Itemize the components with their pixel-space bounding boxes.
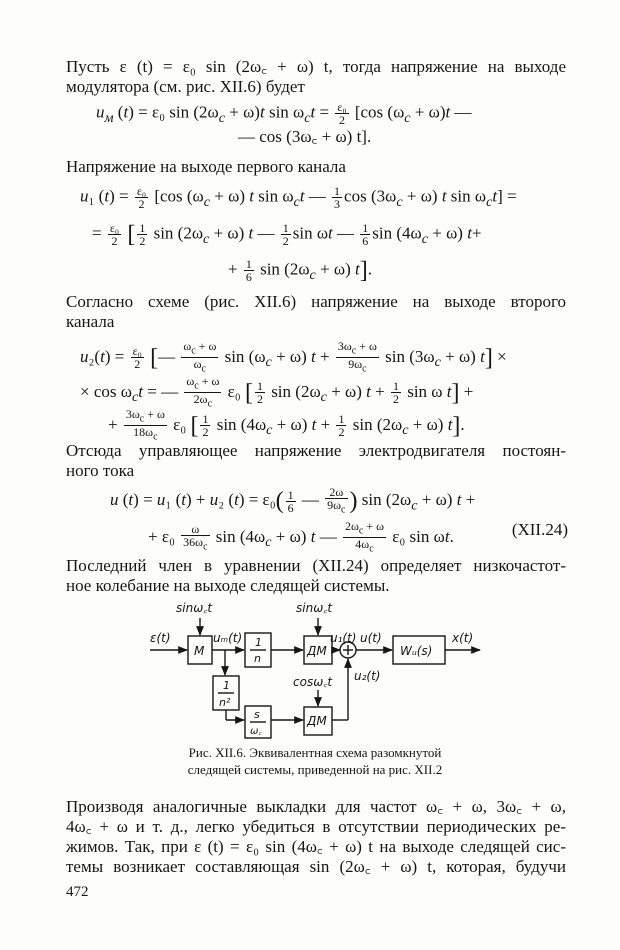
second-channel-equation-line-1: u₂(t) = $\frac{\text{ε₀}}{2}$ [— $\frac{\omega_c + \omega}{\omega_c}$ $\sin (\omega_c + \omega) t$ + $\frac{3\omega_c + \omega}{9\omega_c}$ $\sin (3\omega_c + \omega) t$] × — [80, 339, 507, 375]
gain1-num: 1 — [255, 636, 262, 649]
second-channel-equation-line-3: + $\frac{3\omega_c + \omega}{18\omega_c}$ ε₀ [ $\frac{1}{2}$ $\sin (4\omega_c + \omega) t$ + $\frac{1}{2}$ $\sin (2\omega_c + \omega)$ t]. — [108, 407, 465, 443]
demod2-label: ДМ — [307, 714, 327, 728]
second-channel-line-2: канала — [66, 312, 115, 331]
figure-caption — [130, 744, 500, 778]
second-channel-line-1: Согласно схеме (рис. XII.6) напряжение на выходе второго — [66, 292, 566, 311]
u2-label: u₂(t) — [354, 669, 381, 683]
intro-line-2: модулятора (см. рис. XII.6) будет — [66, 77, 305, 96]
u1-label: u₁(t) — [330, 631, 357, 645]
modulator-equation-line-1: $u_м$ (t) = ε₀ $\sin (2\omega_c + \omega)t$ $\sin \omega_ct$ = $\frac{\text{ε₀}}{2}$ [cos $(\omega_c + \omega)t$ — — [96, 100, 472, 127]
final-line-4: темы возникает составляющая sin (2ω꜀ + ω) t, которая, будучи — [66, 857, 566, 876]
cos-label: cosω꜀t — [293, 675, 333, 689]
conclusion-line-1: Последний член в уравнении (XII.24) определяет низкочастот- — [66, 556, 566, 575]
plant-label: Wᵤ(s) — [400, 644, 433, 658]
u-label: u(t) — [360, 631, 382, 645]
input-label: ε(t) — [150, 631, 171, 645]
second-channel-equation-line-2: × $\cos \omega_ct$ = — $\frac{\omega_c + \omega}{2\omega_c}$ ε₀ [ $\frac{1}{2}$ $\sin (2\omega_c + \omega) t$ + $\frac{1}{2}$ sin ω t] + — [80, 374, 474, 410]
gain2-num: 1 — [223, 679, 230, 692]
gain2-den: n² — [219, 696, 231, 709]
motor-equation-line-2: + ε₀ $\frac{\omega}{36\omega_c}$ $\sin (4\omega_c + \omega)$ t — $\frac{2\omega_c + \omega}{4\omega_c}$ ε₀ sin ωt. — [148, 519, 454, 555]
first-channel-title: Напряжение на выходе первого канала — [66, 157, 346, 176]
demod1-label: ДМ — [307, 644, 327, 658]
first-channel-equation-line-3: + $\frac{1}{6}$ $\sin (2\omega_c + \omega)$ t]. — [228, 257, 373, 284]
output-label: x(t) — [452, 631, 474, 645]
caption-line-2: следящей системы, приведенной на рис. XII.2 — [187, 762, 443, 777]
page-number: 472 — [66, 884, 89, 900]
final-paragraph — [66, 797, 566, 877]
gain1-den: n — [254, 652, 261, 665]
modulator-equation-line-2: — cos (3ω꜀ + ω) t]. — [238, 127, 372, 146]
motor-line-2: ного тока — [66, 461, 135, 480]
sin-label-left: sinω꜀t — [176, 601, 213, 615]
sin-label-right: sinω꜀t — [296, 601, 333, 615]
gain3-num: s — [254, 708, 260, 721]
final-line-3: жимов. Так, при ε (t) = ε₀ sin (4ω꜀ + ω) t на выходе следящей сис- — [66, 837, 566, 856]
caption-line-1: Рис. XII.6. Эквивалентная схема разомкнутой — [188, 745, 442, 760]
motor-equation-line-1: u (t) = u₁ (t) + u₂ (t) = ε₀( $\frac{1}{6}$ — $\frac{2\omega}{9\omega_c}$ ) $\sin (2\omega_c + \omega) t$ + — [110, 485, 476, 516]
first-channel-equation-line-2: = $\frac{\text{ε₀}}{2}$ [ $\frac{1}{2}$ $\sin (2\omega_c + \omega)$ t — $\frac{1}{2}$ sin ωt — $\frac{1}{6}$ $\sin (4\omega_c + \omega)$ t+ — [92, 221, 482, 248]
conclusion-line-2: ное колебание на выходе следящей системы. — [66, 576, 390, 595]
motor-line-1: Отсюда управляющее напряжение электродвигателя постоян- — [66, 441, 566, 460]
intro-line-1: Пусть ε (t) = ε₀ sin (2ω꜀ + ω) t, тогда напряжение на выходе — [66, 57, 566, 76]
equation-number: (XII.24) — [511, 520, 568, 539]
first-channel-equation-line-1: u₁ (t) = $\frac{\text{ε₀}}{2}$ [cos $(\omega_c + \omega)$ t $\sin \omega_ct$ — $\frac{1}{3}$ $\cos (3\omega_c + \omega)$ t $\sin \omega_ct$] = — [80, 184, 517, 211]
final-line-1: Производя аналогичные выкладки для частот ω꜀ + ω, 3ω꜀ + ω, — [66, 797, 566, 816]
final-line-2: 4ω꜀ + ω и т. д., легко убедиться в отсутствии периодических ре- — [66, 817, 566, 836]
um-label: uₘ(t) — [213, 631, 243, 645]
modulator-label: M — [194, 644, 205, 658]
gain3-den: ω꜀ — [250, 726, 262, 737]
